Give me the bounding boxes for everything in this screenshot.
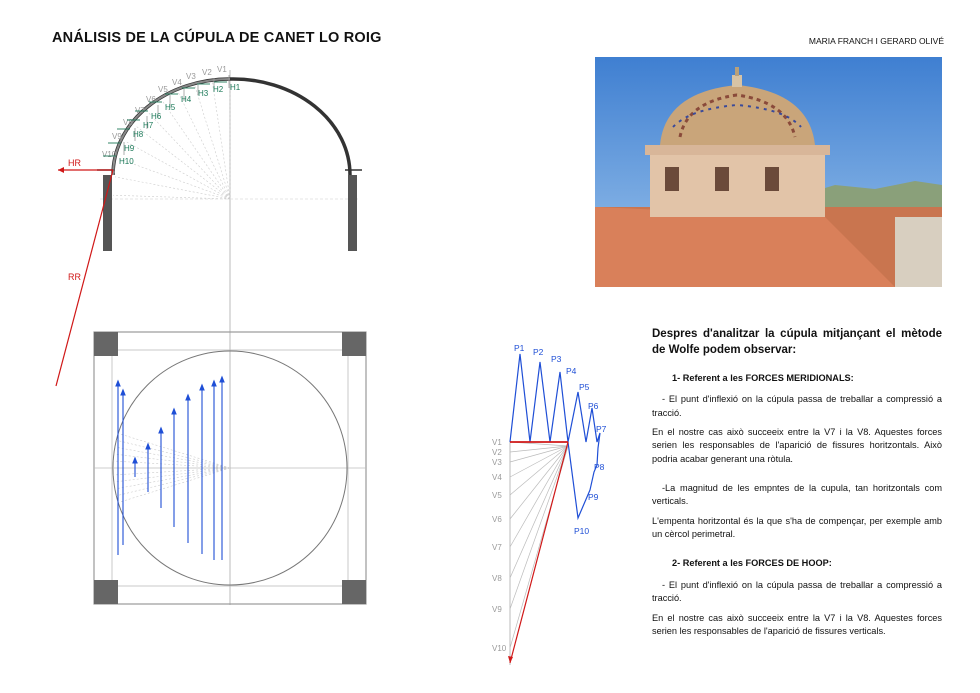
polygon-rr-line xyxy=(510,442,568,663)
polygon-p-label: P3 xyxy=(551,354,562,364)
section-h-label: H10 xyxy=(119,157,134,166)
s1-paragraph-2: En el nostre cas això succeeix entre la V7 i la V8. Aquestes forces serien les responsables de l'aparició de fissures horitzontals. Això podria acabar generant una ròtula. xyxy=(652,427,942,464)
polygon-v-label: V5 xyxy=(492,491,502,500)
polygon-v-label: V1 xyxy=(492,438,502,447)
authors: MARIA FRANCH I GERARD OLIVÉ xyxy=(808,36,944,46)
dome-photo-illustration xyxy=(595,57,942,287)
section-v-label: V9 xyxy=(112,132,122,141)
polygon-p-label: P5 xyxy=(579,382,590,392)
polygon-p-label: P7 xyxy=(596,424,607,434)
polygon-v-label: V10 xyxy=(492,644,507,653)
polygon-p-label: P9 xyxy=(588,492,599,502)
section-h-label: H5 xyxy=(165,103,176,112)
left-wall xyxy=(103,175,112,251)
hoop-arrowhead xyxy=(220,377,224,382)
polygon-p-label: P1 xyxy=(514,343,525,353)
section-v-label: V3 xyxy=(186,72,196,81)
section-v-label: V2 xyxy=(202,68,212,77)
s1-paragraph-4: L'empenta horitzontal és la que s'ha de compençar, per exemple amb un cèrcol perimetral. xyxy=(652,515,942,540)
section2-title: 2- Referent a les FORCES DE HOOP: xyxy=(672,558,832,569)
section-v-label: V4 xyxy=(172,78,182,87)
section-h-label: H3 xyxy=(198,89,209,98)
hr-label: HR xyxy=(68,158,81,168)
section1-title: 1- Referent a les FORCES MERIDIONALS: xyxy=(672,373,854,384)
force-polygon xyxy=(492,343,607,665)
hoop-arrowhead xyxy=(116,381,120,386)
hoop-arrowhead xyxy=(146,444,150,449)
polygon-v-label: V8 xyxy=(492,574,502,583)
plan-corner-br xyxy=(342,580,366,604)
analysis-lead: Despres d'analitzar la cúpula mitjançant el mètode de Wolfe podem observar: xyxy=(652,328,942,356)
s2-paragraph-2: En el nostre cas això succeeix entre la V7 i la V8. Aquestes forces serien les responsables de l'aparició de fissures verticals. xyxy=(652,612,942,636)
hoop-arrowhead xyxy=(159,428,163,433)
polygon-v-label: V3 xyxy=(492,458,502,467)
hoop-arrowhead xyxy=(200,385,204,390)
plan-corner-tr xyxy=(342,332,366,356)
section-h-label: H8 xyxy=(133,130,144,139)
polygon-v-label: V6 xyxy=(492,515,502,524)
section-h-label: H7 xyxy=(143,121,154,130)
polygon-v-label: V4 xyxy=(492,473,502,482)
section-v-label: V5 xyxy=(158,85,168,94)
section-v-label: V10 xyxy=(102,150,117,159)
page-title: ANÁLISIS DE LA CÚPULA DE CANET LO ROIG xyxy=(52,30,382,46)
section-force-labels xyxy=(102,65,241,173)
hoop-arrowhead xyxy=(172,409,176,414)
polygon-v-label: V7 xyxy=(492,543,502,552)
section-v-label: V8 xyxy=(123,118,133,127)
hoop-arrowhead xyxy=(186,395,190,400)
s2-paragraph-1: - El punt d'inflexió on la cúpula passa de treballar a compressió a tracció. xyxy=(652,579,942,604)
radial-lines xyxy=(113,79,230,199)
section-h-label: H9 xyxy=(124,144,135,153)
dome-photo xyxy=(595,57,942,287)
polygon-p-label: P6 xyxy=(588,401,599,411)
polygon-p-label: P8 xyxy=(594,462,605,472)
plan-corner-bl xyxy=(94,580,118,604)
polygon-v-label: V2 xyxy=(492,448,502,457)
plan-corner-tl xyxy=(94,332,118,356)
s1-paragraph-1: - El punt d'inflexió on la cúpula passa de treballar a compressió a tracció. xyxy=(652,394,942,418)
hoop-arrowhead xyxy=(212,381,216,386)
s1-paragraph-3: -La magnitud de les empntes de la cupula, tan horitzontals com verticals. xyxy=(652,483,942,507)
section-h-label: H2 xyxy=(213,85,224,94)
analysis-text xyxy=(652,327,942,644)
hoop-arrowhead xyxy=(133,458,137,463)
hoop-arrowhead xyxy=(121,390,125,395)
polygon-v-labels xyxy=(492,438,507,653)
section-v-label: V7 xyxy=(135,106,145,115)
polygon-p-label: P2 xyxy=(533,347,544,357)
section-h-label: H6 xyxy=(151,112,162,121)
polygon-v-label: V9 xyxy=(492,605,502,614)
polygon-p-label: P4 xyxy=(566,366,577,376)
section-v-label: V1 xyxy=(217,65,227,74)
polygon-p-label: P10 xyxy=(574,526,590,536)
section-v-label: V6 xyxy=(146,95,156,104)
rr-label: RR xyxy=(68,272,81,282)
section-h-label: H4 xyxy=(181,95,192,104)
section-h-label: H1 xyxy=(230,83,241,92)
right-wall xyxy=(348,175,357,251)
